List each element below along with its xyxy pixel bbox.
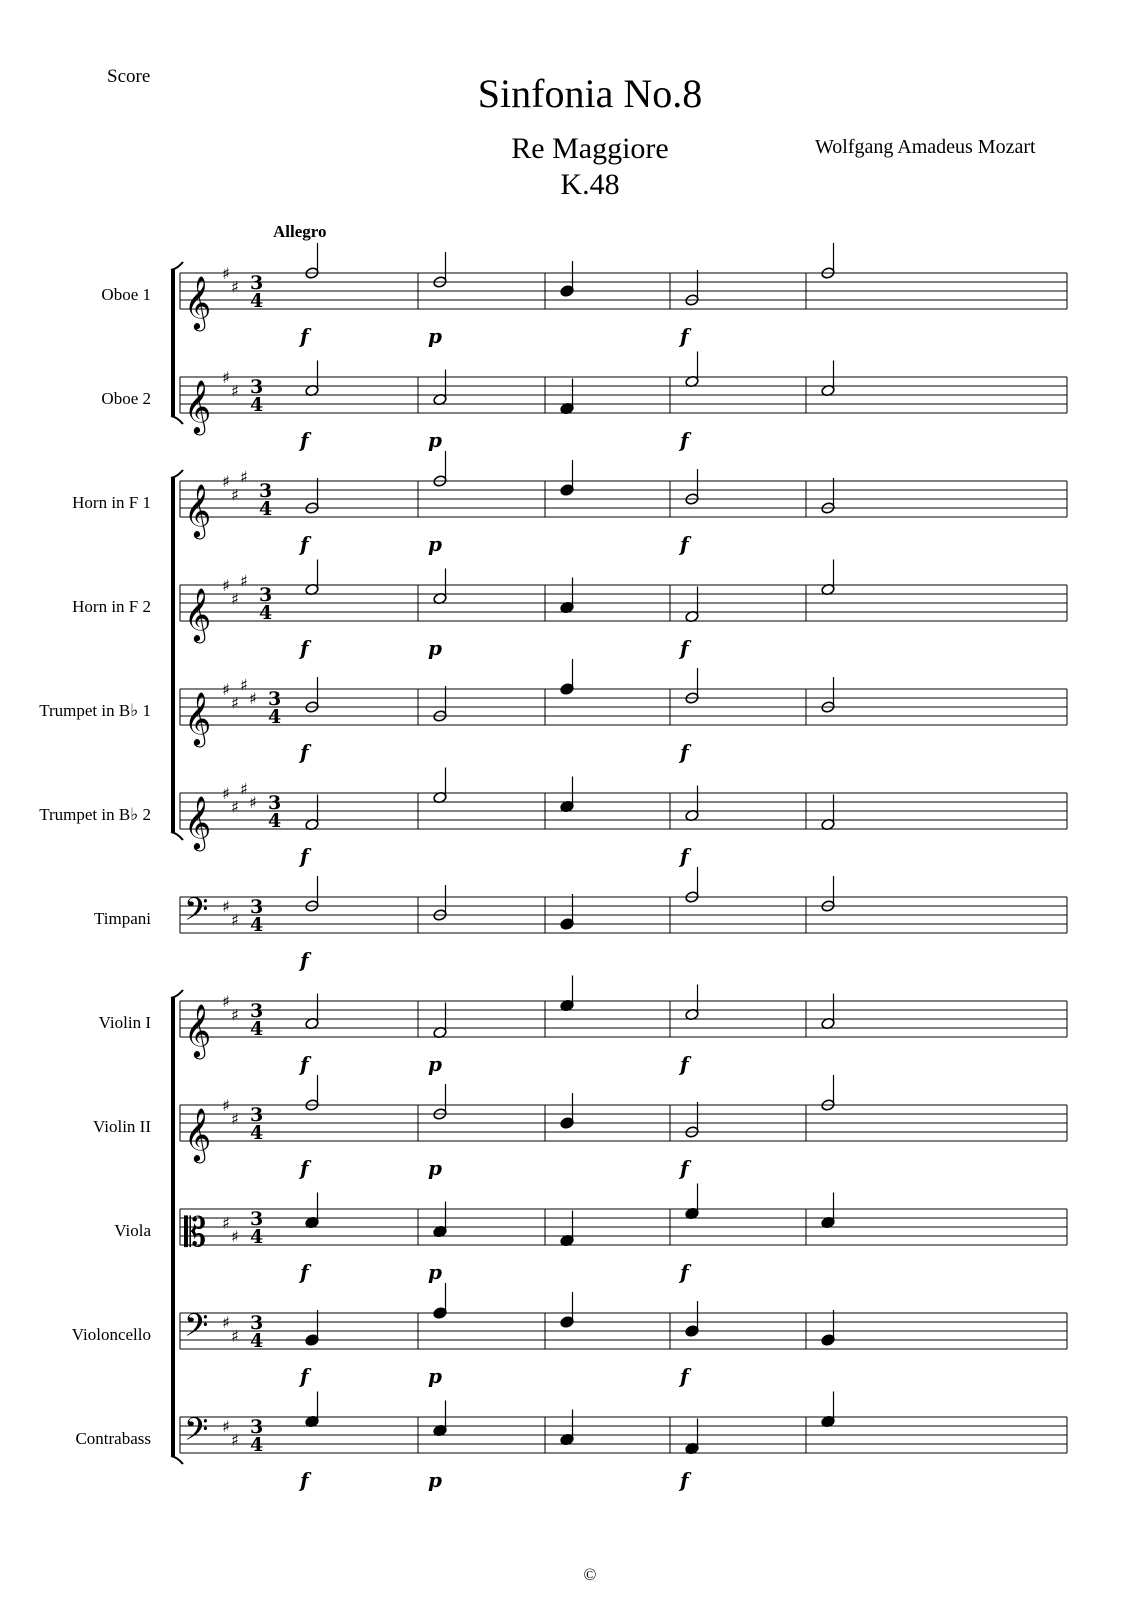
dynamic-marking: f (300, 428, 309, 452)
staff-9 (180, 1075, 1067, 1141)
sharp-icon: ♯ (222, 1417, 230, 1436)
time-signature-denominator: 4 (250, 394, 264, 416)
dynamic-marking: f (300, 740, 309, 764)
instrument-name: Violin II (93, 1117, 151, 1136)
dynamic-marking: p (428, 1260, 442, 1284)
time-signature-denominator: 4 (250, 1226, 264, 1248)
dynamic-marking: f (680, 740, 689, 764)
staff-10 (180, 1184, 1067, 1247)
sharp-icon: ♯ (231, 1326, 239, 1346)
sharp-icon: ♯ (231, 485, 239, 505)
sharp-icon: ♯ (240, 779, 248, 799)
sharp-icon: ♯ (231, 797, 239, 817)
dynamic-marking: f (680, 636, 689, 660)
sharp-icon: ♯ (222, 368, 230, 387)
catalog-number: K.48 (560, 168, 620, 201)
sharp-icon: ♯ (222, 680, 230, 699)
bracket-hook-bottom (171, 1456, 183, 1464)
time-signature-numerator: 3 (250, 272, 264, 294)
composer-name: Wolfgang Amadeus Mozart (815, 136, 1036, 158)
bracket-hook-bottom (171, 832, 183, 840)
sharp-icon: ♯ (240, 675, 248, 695)
alto-clef-icon: 𝄡 (184, 1210, 207, 1256)
staff-8 (180, 976, 1067, 1039)
dynamic-marking: p (428, 532, 442, 556)
time-signature-denominator: 4 (250, 1018, 264, 1040)
bass-clef-icon: 𝄢 (184, 891, 209, 935)
sharp-icon: ♯ (222, 784, 230, 803)
time-signature-numerator: 3 (259, 480, 273, 502)
time-signature-numerator: 3 (268, 792, 282, 814)
sharp-icon: ♯ (222, 472, 230, 491)
bracket-hook-top (171, 470, 183, 478)
tempo-marking: Allegro (273, 222, 327, 241)
bass-clef-icon: 𝄢 (184, 1411, 209, 1455)
treble-clef-icon: 𝄞 (184, 795, 212, 849)
treble-clef-icon: 𝄞 (184, 587, 212, 641)
treble-clef-icon: 𝄞 (184, 379, 212, 433)
time-signature-numerator: 3 (250, 376, 264, 398)
dynamic-marking: f (300, 1052, 309, 1076)
bass-clef-icon: 𝄢 (184, 1307, 209, 1351)
dynamic-marking: f (300, 1468, 309, 1492)
dynamic-marking: f (680, 844, 689, 868)
treble-clef-icon: 𝄞 (184, 1107, 212, 1161)
dynamic-marking: p (428, 1052, 442, 1076)
instrument-name: Contrabass (75, 1429, 151, 1448)
instrument-name: Oboe 2 (101, 389, 151, 408)
staff-11 (180, 1283, 1067, 1349)
staff-4 (180, 560, 1067, 623)
sharp-icon: ♯ (231, 1109, 239, 1129)
instrument-name: Violin I (98, 1013, 151, 1032)
sharp-icon: ♯ (222, 992, 230, 1011)
sharp-icon: ♯ (240, 467, 248, 487)
dynamic-marking: f (300, 1156, 309, 1180)
instrument-name: Violoncello (71, 1325, 151, 1344)
time-signature-numerator: 3 (250, 1312, 264, 1334)
dynamic-marking: p (428, 636, 442, 660)
dynamic-marking: f (300, 1260, 309, 1284)
time-signature-denominator: 4 (250, 1434, 264, 1456)
instrument-name: Trumpet in B♭ 1 (39, 701, 151, 720)
time-signature-denominator: 4 (268, 706, 282, 728)
copyright-notice: © (583, 1565, 597, 1584)
treble-clef-icon: 𝄞 (184, 275, 212, 329)
sharp-icon: ♯ (249, 689, 257, 708)
time-signature-denominator: 4 (259, 498, 273, 520)
sharp-icon: ♯ (231, 910, 239, 930)
dynamic-marking: p (428, 1156, 442, 1180)
sharp-icon: ♯ (222, 897, 230, 916)
time-signature-denominator: 4 (268, 810, 282, 832)
instrument-name: Oboe 1 (101, 285, 151, 304)
sharp-icon: ♯ (231, 1227, 239, 1246)
dynamic-marking: p (428, 428, 442, 452)
time-signature-denominator: 4 (250, 1122, 264, 1144)
dynamic-marking: f (300, 844, 309, 868)
instrument-name: Horn in F 2 (72, 597, 151, 616)
time-signature-numerator: 3 (250, 1104, 264, 1126)
sharp-icon: ♯ (249, 793, 257, 812)
sharp-icon: ♯ (222, 1313, 230, 1332)
sharp-icon: ♯ (231, 277, 239, 297)
time-signature-numerator: 3 (250, 1000, 264, 1022)
staff-2 (180, 352, 1067, 415)
staff-1 (180, 243, 1067, 309)
staff-3 (180, 451, 1067, 517)
score-subtitle: Re Maggiore (511, 132, 669, 165)
time-signature-denominator: 4 (250, 914, 264, 936)
time-signature-numerator: 3 (250, 896, 264, 918)
sharp-icon: ♯ (231, 381, 239, 401)
time-signature-numerator: 3 (259, 584, 273, 606)
sharp-icon: ♯ (222, 576, 230, 595)
score-title: Sinfonia No.8 (477, 71, 703, 116)
treble-clef-icon: 𝄞 (184, 1003, 212, 1057)
sharp-icon: ♯ (240, 571, 248, 591)
time-signature-denominator: 4 (250, 290, 264, 312)
staff-5 (180, 659, 1067, 725)
sharp-icon: ♯ (231, 1430, 239, 1450)
staff-7 (180, 867, 1067, 933)
sharp-icon: ♯ (222, 1213, 230, 1233)
dynamic-marking: p (428, 324, 442, 348)
dynamic-marking: f (300, 948, 309, 972)
sharp-icon: ♯ (222, 264, 230, 283)
dynamic-marking: f (680, 1156, 689, 1180)
time-signature-numerator: 3 (250, 1416, 264, 1438)
dynamic-marking: f (300, 324, 309, 348)
dynamic-marking: f (680, 1364, 689, 1388)
time-signature-numerator: 3 (250, 1208, 264, 1230)
bracket-hook-bottom (171, 416, 183, 424)
sharp-icon: ♯ (231, 1005, 239, 1025)
staff-6 (180, 768, 1067, 831)
sharp-icon: ♯ (222, 1096, 230, 1115)
dynamic-marking: f (680, 1052, 689, 1076)
treble-clef-icon: 𝄞 (184, 691, 212, 745)
instrument-name: Viola (114, 1221, 151, 1240)
dynamic-marking: f (680, 428, 689, 452)
dynamic-marking: f (680, 1468, 689, 1492)
dynamic-marking: f (680, 324, 689, 348)
sharp-icon: ♯ (231, 693, 239, 713)
time-signature-numerator: 3 (268, 688, 282, 710)
score-label: Score (107, 66, 151, 87)
dynamic-marking: f (680, 532, 689, 556)
dynamic-marking: f (300, 1364, 309, 1388)
dynamic-marking: p (428, 1364, 442, 1388)
dynamic-marking: f (300, 636, 309, 660)
time-signature-denominator: 4 (250, 1330, 264, 1352)
dynamic-marking: f (300, 532, 309, 556)
instrument-name: Timpani (93, 909, 151, 928)
instrument-name: Horn in F 1 (72, 493, 151, 512)
bracket-hook-top (171, 990, 183, 998)
bracket-hook-top (171, 262, 183, 270)
staff-12 (180, 1392, 1067, 1455)
treble-clef-icon: 𝄞 (184, 483, 212, 537)
dynamic-marking: p (428, 1468, 442, 1492)
time-signature-denominator: 4 (259, 602, 273, 624)
instrument-name: Trumpet in B♭ 2 (39, 805, 151, 824)
dynamic-marking: f (680, 1260, 689, 1284)
sharp-icon: ♯ (231, 589, 239, 609)
